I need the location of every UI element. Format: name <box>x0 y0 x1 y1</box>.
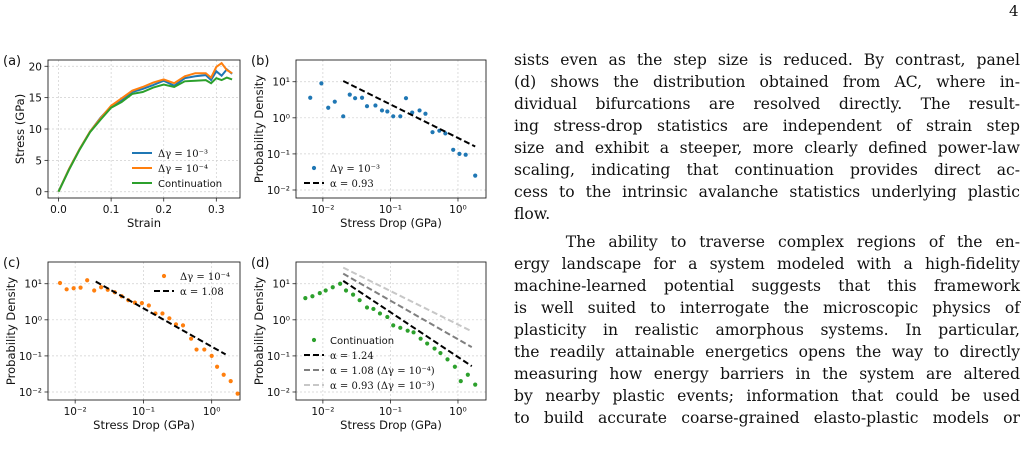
y-axis-label: Probability Density <box>252 74 266 184</box>
data-point <box>373 103 377 107</box>
data-point <box>319 81 323 85</box>
text-line: The ability to traverse complex regions of the en- <box>514 233 1020 251</box>
legend-label: α = 1.08 (Δγ = 10⁻⁴) <box>330 366 435 377</box>
data-point <box>398 326 402 330</box>
data-point <box>438 351 442 355</box>
data-point <box>445 357 449 361</box>
text-line: cess to the intrinsic avalanche statistics underlying plastic <box>514 183 1020 201</box>
y-tick-label: 10⁰ <box>272 314 290 327</box>
text-line: (d) shows the distribution obtained from AC, where in- <box>514 73 1020 91</box>
y-tick-label: 10⁻² <box>18 386 42 399</box>
paragraph-2 <box>514 231 1020 429</box>
text-line: ergy landscape for a system modeled with a high-fidelity <box>514 255 1020 273</box>
data-point <box>308 96 312 100</box>
data-point <box>210 354 214 358</box>
legend-label: α = 1.24 <box>330 351 374 362</box>
x-tick-label: 10⁰ <box>449 406 467 418</box>
data-point <box>385 109 389 113</box>
x-axis-label: Stress Drop (GPa) <box>340 216 442 230</box>
data-point <box>417 108 421 112</box>
data-point <box>351 292 355 296</box>
text-line: sists even as the step size is reduced. By contrast, panel <box>514 51 1020 69</box>
x-axis-label: Stress Drop (GPa) <box>340 418 442 432</box>
data-point <box>457 152 461 156</box>
legend-label: α = 0.93 <box>330 179 374 190</box>
panel-label: (a) <box>3 54 22 69</box>
data-point <box>380 108 384 112</box>
legend-label: Δγ = 10⁻⁴ <box>180 272 230 283</box>
x-tick-label: 0.3 <box>207 204 225 216</box>
fit-line <box>343 81 475 147</box>
data-point <box>430 130 434 134</box>
y-axis-label: Stress (GPa) <box>13 93 27 165</box>
paragraph-1 <box>514 49 1020 225</box>
data-point <box>78 286 82 290</box>
data-point <box>411 330 415 334</box>
data-point <box>453 365 457 369</box>
data-point <box>202 347 206 351</box>
data-point <box>459 379 463 383</box>
data-point <box>360 96 364 100</box>
data-point <box>406 329 410 333</box>
x-tick-label: 10⁻² <box>311 406 335 418</box>
data-point <box>365 305 369 309</box>
data-point <box>385 315 389 319</box>
y-tick-label: 10⁰ <box>24 314 42 327</box>
legend-marker <box>312 166 316 170</box>
data-point <box>72 286 76 290</box>
legend-label: Continuation <box>158 179 223 190</box>
data-point <box>473 174 477 178</box>
y-tick-label: 10¹ <box>24 278 42 291</box>
y-tick-label: 10⁻² <box>266 184 290 197</box>
data-point <box>333 100 337 104</box>
data-point <box>92 288 96 292</box>
data-point <box>99 285 103 289</box>
text-line: measuring how energy barriers in the system are altered <box>514 365 1020 383</box>
y-tick-label: 15 <box>28 92 42 105</box>
body-text <box>514 49 1020 429</box>
legend-label: Δγ = 10⁻³ <box>330 164 380 175</box>
y-tick-label: 10 <box>28 124 42 136</box>
x-tick-label: 10⁰ <box>449 204 467 216</box>
data-point <box>181 323 185 327</box>
panel-label: (c) <box>3 256 21 271</box>
y-tick-label: 10¹ <box>272 278 290 291</box>
legend-label: α = 0.93 (Δγ = 10⁻³) <box>330 381 435 392</box>
data-point <box>160 311 164 315</box>
text-line: flow. <box>514 205 551 223</box>
data-point <box>303 296 307 300</box>
y-axis-label: Probability Density <box>4 276 18 386</box>
data-point <box>236 392 240 396</box>
legend-label: Δγ = 10⁻⁴ <box>158 164 208 175</box>
y-tick-label: 20 <box>28 61 42 74</box>
y-tick-label: 0 <box>35 186 42 199</box>
legend-label: Δγ = 10⁻³ <box>158 149 208 160</box>
x-tick-label: 10⁻² <box>311 204 335 216</box>
text-line: scaling, indicating that continuation provides direct ac- <box>514 161 1020 179</box>
data-point <box>348 92 352 96</box>
text-line: plasticity in realistic amorphous systems. In particular, <box>514 321 1020 339</box>
panel-label: (b) <box>251 54 270 69</box>
axes-frame <box>296 262 486 400</box>
text-line: the readily attainable energetics opens the way to directly <box>514 343 1020 361</box>
data-point <box>464 153 468 157</box>
legend-marker <box>312 338 316 342</box>
data-point <box>466 373 470 377</box>
x-axis-label: Strain <box>126 216 162 230</box>
data-point <box>391 114 395 118</box>
data-point <box>353 96 357 100</box>
legend-marker <box>162 274 166 278</box>
data-point <box>194 347 198 351</box>
text-line: size and exhibit a steeper, more clearly defined power-law <box>514 139 1020 157</box>
x-tick-label: 0.1 <box>102 204 120 216</box>
data-point <box>425 341 429 345</box>
y-tick-label: 10⁻¹ <box>18 350 42 363</box>
data-point <box>341 114 345 118</box>
data-point <box>58 281 62 285</box>
x-tick-label: 10⁰ <box>202 406 221 418</box>
data-point <box>344 288 348 292</box>
data-point <box>398 114 402 118</box>
data-point <box>378 311 382 315</box>
data-point <box>371 307 375 311</box>
data-point <box>391 323 395 327</box>
text-line: dividual bifurcations are resolved directly. The result- <box>514 95 1020 113</box>
x-tick-label: 10⁻¹ <box>378 406 402 418</box>
x-tick-label: 0.0 <box>50 204 67 216</box>
x-tick-label: 10⁻² <box>63 406 87 418</box>
data-point <box>326 106 330 110</box>
data-point <box>85 278 89 282</box>
y-axis-label: Probability Density <box>252 276 266 386</box>
legend-label: α = 1.08 <box>180 287 224 298</box>
data-point <box>451 148 455 152</box>
data-point <box>331 285 335 289</box>
data-point <box>318 291 322 295</box>
axes-frame <box>296 60 486 198</box>
panel-label: (d) <box>251 256 270 271</box>
figure-panels <box>0 0 505 467</box>
data-point <box>423 112 427 116</box>
data-point <box>324 288 328 292</box>
data-point <box>222 373 226 377</box>
text-line: machine-learned potential suggests that this framework <box>514 277 1020 295</box>
legend-label: Continuation <box>330 336 395 347</box>
data-point <box>140 301 144 305</box>
y-tick-label: 10⁰ <box>272 112 290 125</box>
data-point <box>404 96 408 100</box>
data-point <box>419 337 423 341</box>
data-point <box>432 346 436 350</box>
data-point <box>167 316 171 320</box>
text-line: ing stress-drop statistics are independent of strain step <box>514 117 1020 135</box>
data-point <box>310 294 314 298</box>
data-point <box>473 383 477 387</box>
text-line: by nearby plastic events; information that could be used <box>514 387 1020 405</box>
data-point <box>215 365 219 369</box>
data-point <box>358 298 362 302</box>
page-number: 4 <box>1009 2 1019 20</box>
data-point <box>147 303 151 307</box>
data-point <box>65 287 69 291</box>
text-line: to build accurate coarse-grained elasto-plastic models or <box>514 409 1020 427</box>
x-tick-label: 10⁻¹ <box>378 204 402 216</box>
data-point <box>338 282 342 286</box>
y-tick-label: 10⁻¹ <box>266 148 290 161</box>
text-line: is well suited to interrogate the microscopic physics of <box>514 299 1020 317</box>
y-tick-label: 10¹ <box>272 76 290 89</box>
x-tick-label: 0.2 <box>155 204 173 216</box>
data-point <box>365 104 369 108</box>
x-tick-label: 10⁻¹ <box>131 406 155 418</box>
y-tick-label: 10⁻¹ <box>266 350 290 363</box>
data-point <box>229 379 233 383</box>
data-point <box>189 337 193 341</box>
fit-line <box>343 268 472 332</box>
x-axis-label: Stress Drop (GPa) <box>93 418 195 432</box>
y-tick-label: 10⁻² <box>266 386 290 399</box>
y-tick-label: 5 <box>35 155 42 168</box>
